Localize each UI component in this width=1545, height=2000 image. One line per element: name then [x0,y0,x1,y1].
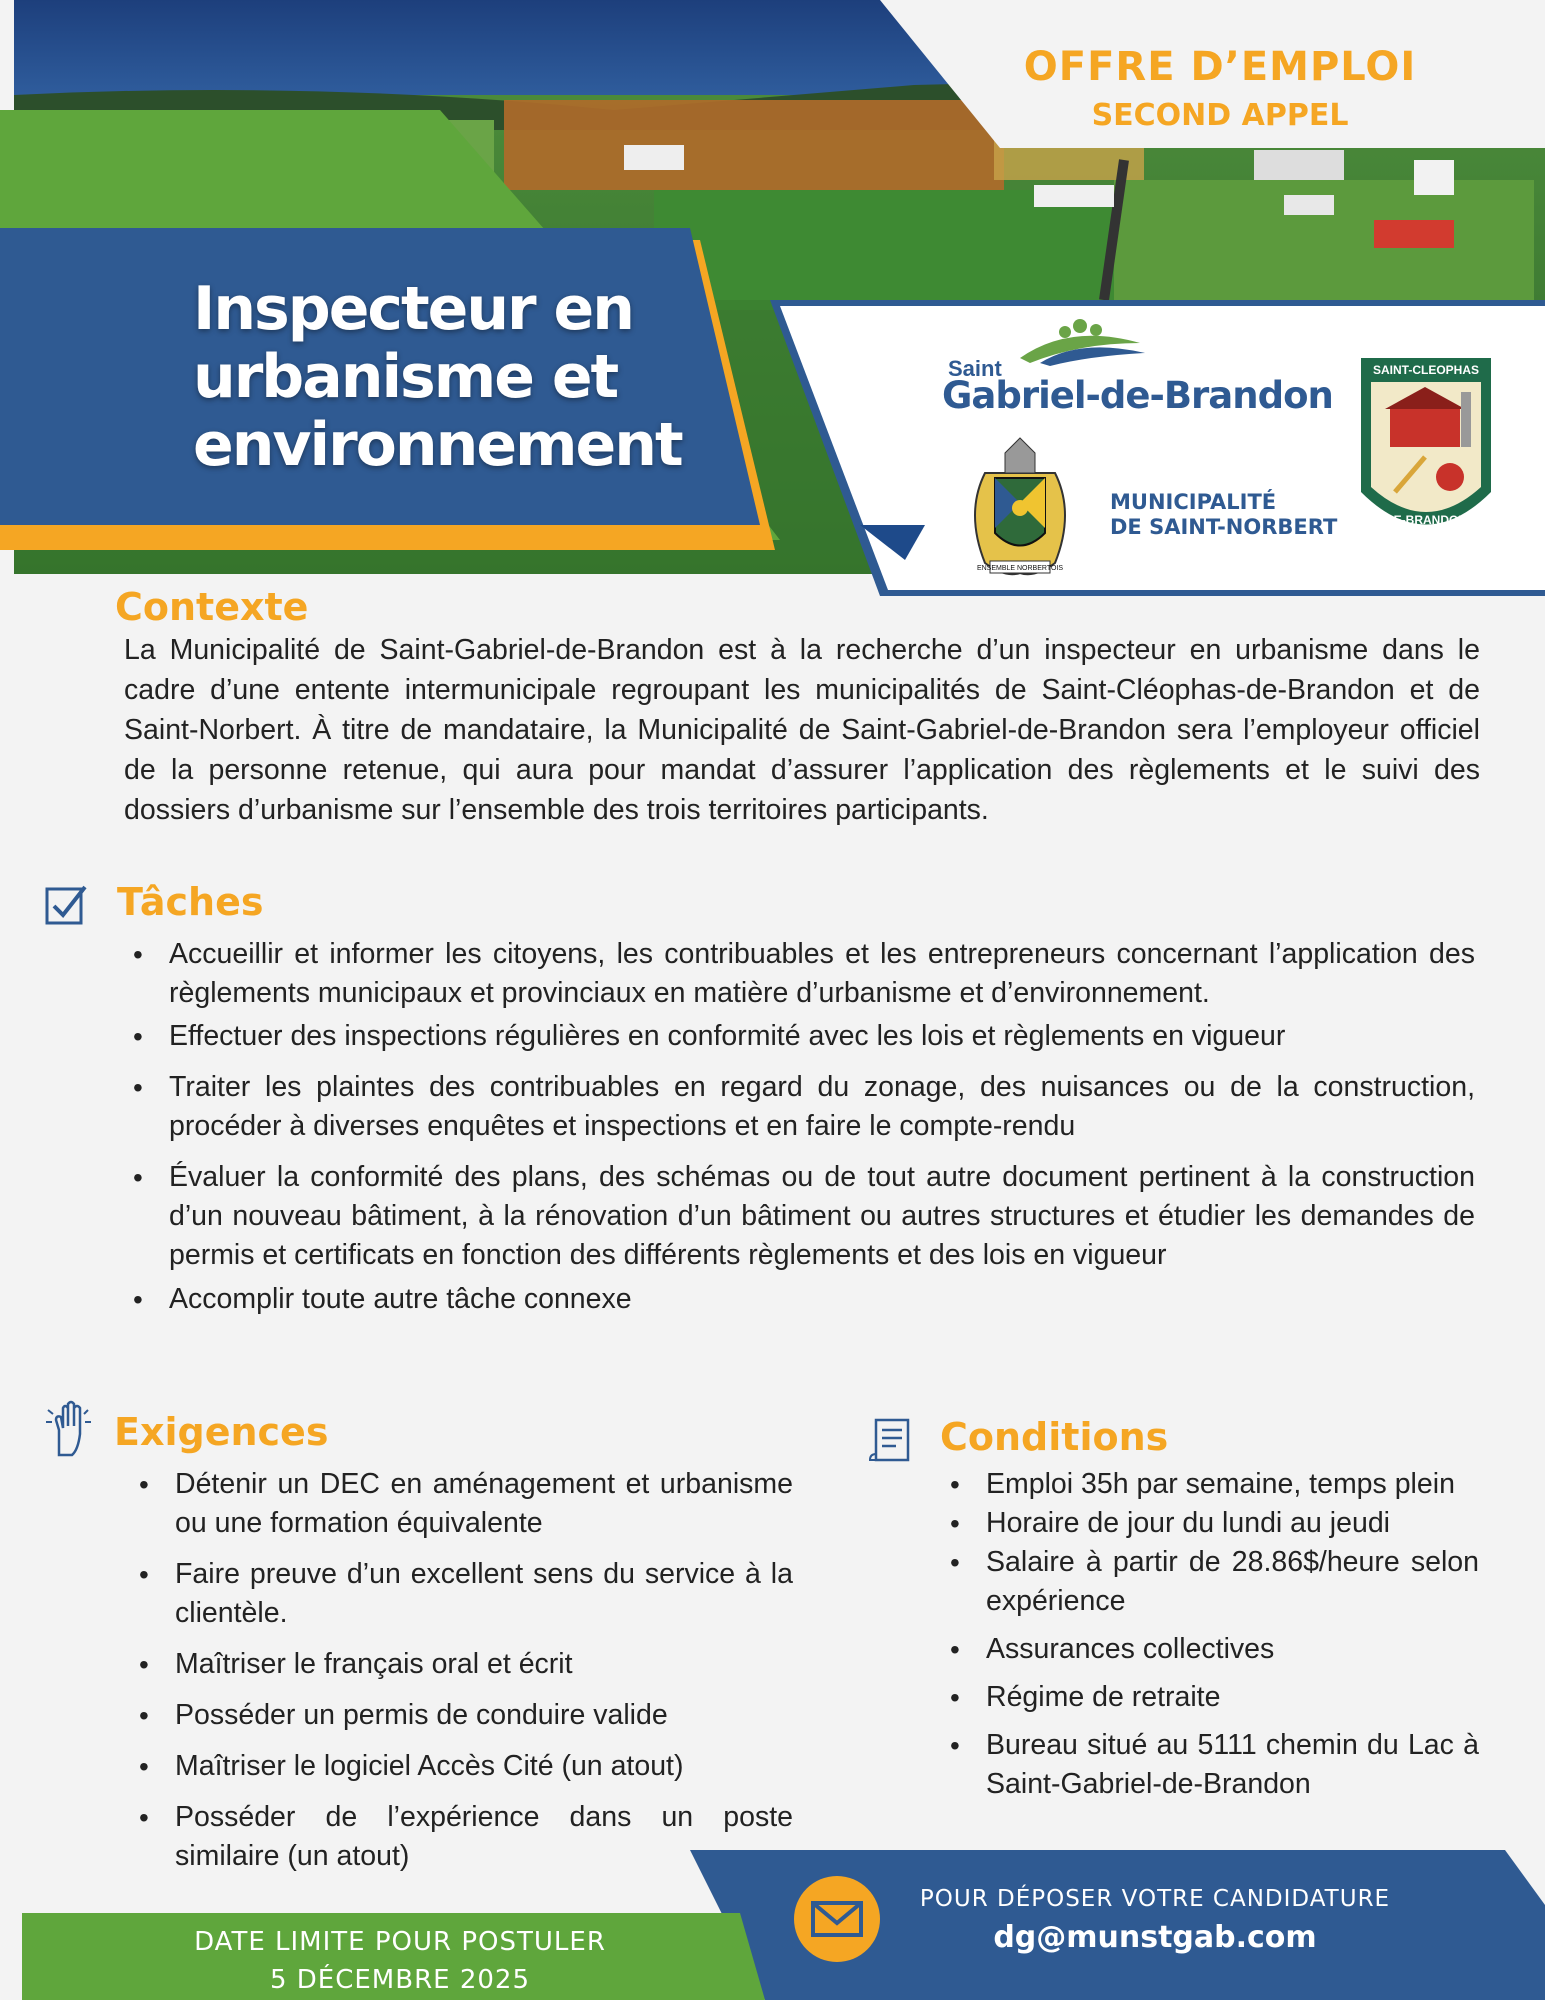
sgb-name: Gabriel-de-Brandon [942,374,1333,417]
contexte-text: La Municipalité de Saint-Gabriel-de-Brandon est à la recherche d’un inspecteur en urbanisme dans le cadre d’une entente intermunicipale regroupant les municipalités de Saint-Cléophas-de-Brandon et de Saint-Norbert. À titre de mandataire, la Municipalité de Saint-Gabriel-de-Brandon sera l’employeur officiel de la personne retenue, qui aura pour mandat d’assurer l’application des règlements et le suivi des dossiers d’urbanisme sur l’ensemble des trois territoires participants. [124,634,1480,826]
conditions-item: • Horaire de jour du lundi au jeudi [946,1504,1479,1543]
exigences-item: • Détenir un DEC en aménagement et urbanisme ou une formation équivalente [135,1465,793,1543]
cleophas-top: SAINT-CLEOPHAS [1372,363,1480,377]
deadline-label: DATE LIMITE POUR POSTULER [194,1927,606,1957]
taches-title: Tâches [117,880,264,924]
cleophas-bottom: DE-BRANDON [1385,513,1467,527]
exigences-list [135,1465,793,1876]
conditions-item: • Régime de retraite [946,1678,1479,1717]
exigences-item: • Posséder de l’expérience dans un poste similaire (un atout) [135,1798,793,1876]
taches-list [129,935,1475,1319]
hills-logo-icon [1010,318,1150,368]
logo-saint-gabriel [940,318,1340,428]
deadline-date: 5 DÉCEMBRE 2025 [269,1965,531,1995]
taches-item: • Évaluer la conformité des plans, des schémas ou de tout autre document pertinent à la construction d’un nouveau bâtiment, à la rénovation d’un bâtiment ou autres structures et étudier les demandes de permis et certificats en fonction des différents règlements et des lois en vigueur [129,1158,1475,1275]
norbert-motto: ENSEMBLE NORBERTOIS [976,565,1064,572]
exigences-item: • Faire preuve d’un excellent sens du service à la clientèle. [135,1555,793,1633]
norbert-label [1110,490,1337,540]
conditions-title: Conditions [940,1415,1169,1459]
apply-label: POUR DÉPOSER VOTRE CANDIDATURE [919,1886,1391,1912]
norbert-crest [955,433,1085,583]
conditions-item: • Assurances collectives [946,1630,1479,1669]
document-list-icon [868,1414,920,1466]
exigences-item: • Posséder un permis de conduire valide [135,1696,793,1735]
contexte-title: Contexte [115,585,309,629]
offer-subtitle: SECOND APPEL [1091,98,1349,133]
raised-hand-icon [44,1400,94,1460]
taches-item: • Effectuer des inspections régulières en conformité avec les lois et règlements en vigueur [129,1017,1475,1056]
conditions-item: • Salaire à partir de 28.86$/heure selon expérience [946,1543,1479,1621]
taches-item: • Accueillir et informer les citoyens, les contribuables et les entrepreneurs concernant l’application des règlements municipaux et provinciaux en matière d’urbanisme et d’environnement. [129,935,1475,1013]
exigences-title: Exigences [114,1410,329,1454]
sgb-small-label: Saint [948,356,1002,381]
email-link[interactable]: dg@munstgab.com [993,1920,1317,1955]
cleophas-crest [1355,352,1497,562]
job-title: Inspecteur en urbanisme et environnement [193,274,682,480]
norbert-line1: MUNICIPALITÉ [1110,490,1277,514]
deadline-block [140,1923,660,1999]
conditions-item: • Bureau situé au 5111 chemin du Lac à Saint-Gabriel-de-Brandon [946,1726,1479,1804]
conditions-list [946,1465,1479,1804]
taches-item: • Accomplir toute autre tâche connexe [129,1280,1475,1319]
email-icon[interactable] [793,1875,881,1963]
taches-item: • Traiter les plaintes des contribuables en regard du zonage, des nuisances ou de la construction, procéder à diverses enquêtes et inspections et en faire le compte-rendu [129,1068,1475,1146]
conditions-item: • Emploi 35h par semaine, temps plein [946,1465,1479,1504]
exigences-item: • Maîtriser le logiciel Accès Cité (un atout) [135,1747,793,1786]
offer-banner [940,44,1500,133]
checkbox-icon [44,882,88,926]
offer-title: OFFRE D’EMPLOI [1023,44,1417,90]
apply-block [900,1886,1410,1955]
exigences-item: • Maîtriser le français oral et écrit [135,1645,793,1684]
norbert-line2: DE SAINT-NORBERT [1110,515,1338,539]
